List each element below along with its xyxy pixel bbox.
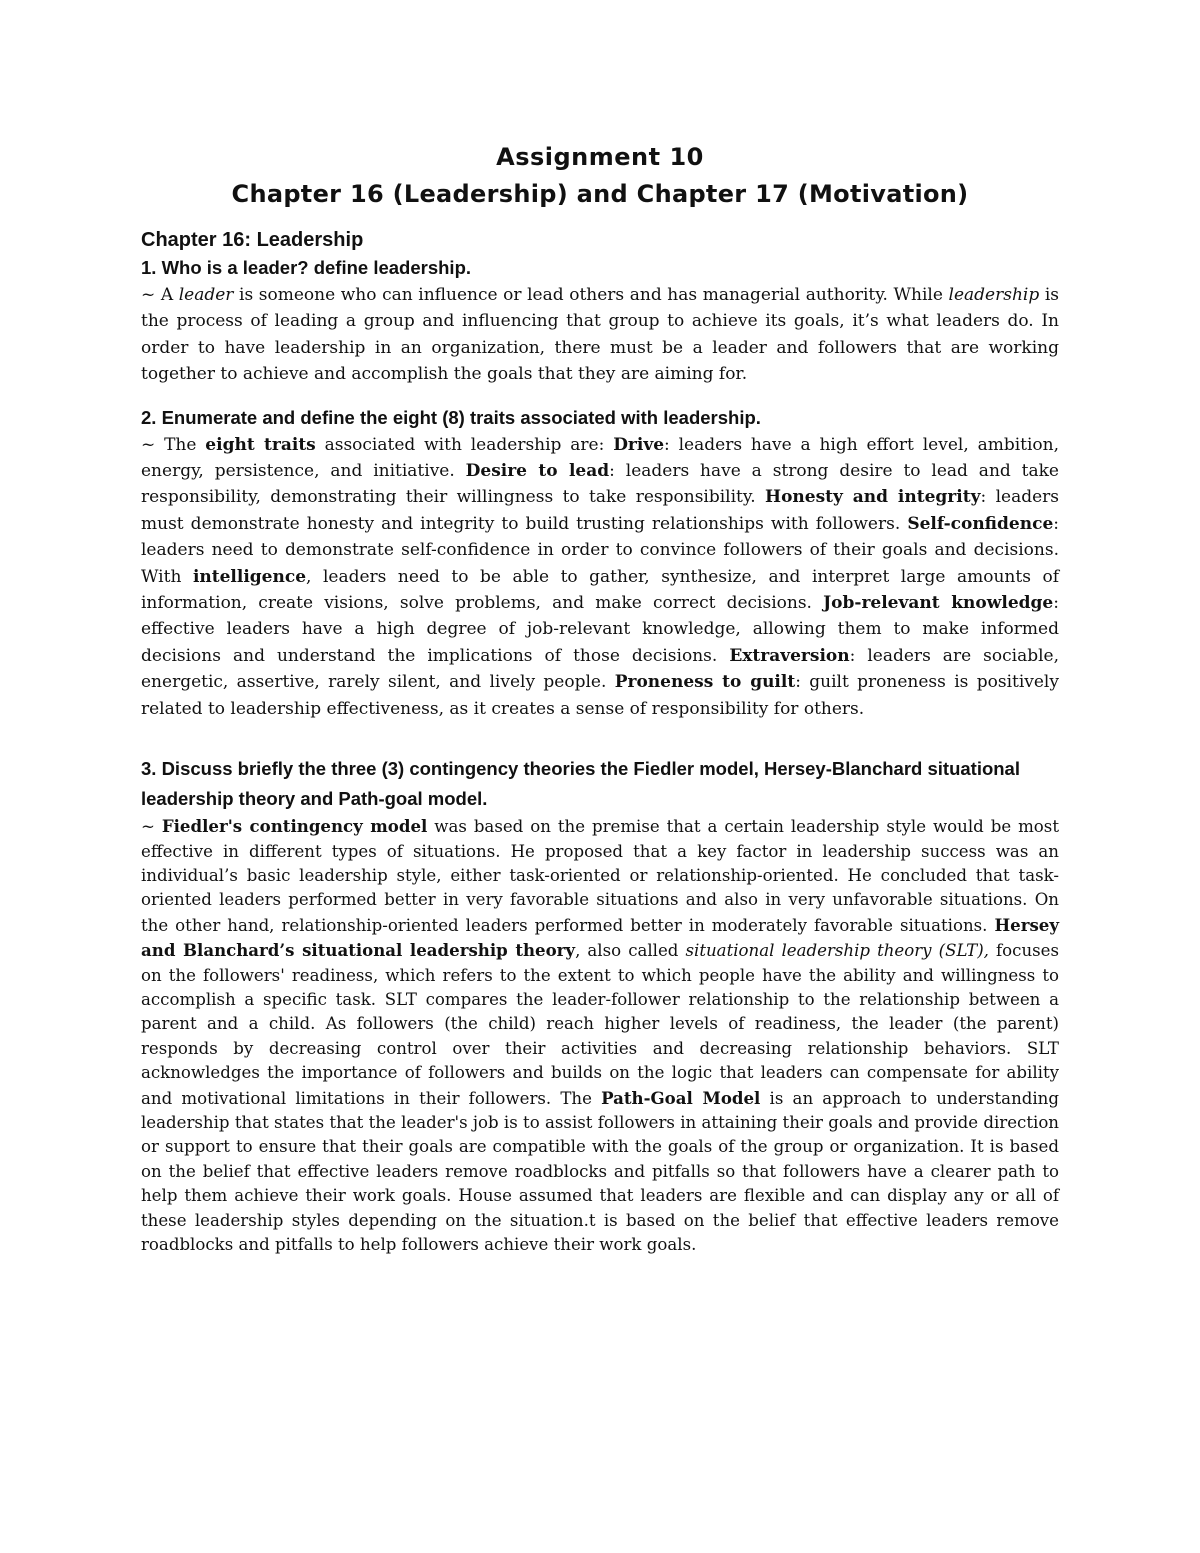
answer-2-term: Drive xyxy=(613,434,665,455)
answer-2-text: : leaders have a strong desire to lead and take responsibility, demonstrating their willingness to take responsibility. xyxy=(141,461,1059,508)
answer-3-text: ~ xyxy=(141,817,162,837)
answer-2-term: Desire to lead xyxy=(465,461,610,482)
question-1: 1. Who is a leader? define leadership. xyxy=(141,257,472,278)
answer-2-text: , leaders need to be able to gather, synthesize, and interpret large amounts of information, create visions, solve problems, and make correct decisions. xyxy=(141,566,1059,614)
answer-2-term: Extraversion xyxy=(729,645,850,666)
answer-2-term: eight traits xyxy=(205,434,316,455)
answer-1 xyxy=(141,282,1059,388)
answer-2-text: : leaders have a high effort level, ambition, energy, persistence, and initiative. xyxy=(141,434,1059,482)
answer-1-text: is someone who can influence or lead others and has managerial authority. While xyxy=(233,285,949,305)
answer-2-text: : leaders must demonstrate honesty and integrity to build trusting relationships with followers. xyxy=(141,487,1059,534)
answer-2-text: : leaders are sociable, energetic, assertive, rarely silent, and lively people. xyxy=(141,645,1059,693)
answer-3 xyxy=(141,814,1059,1257)
question-2: 2. Enumerate and define the eight (8) traits associated with leadership. xyxy=(141,406,761,428)
answer-2-term: Job-relevant knowledge xyxy=(823,593,1054,614)
answer-2-text: : guilt proneness is positively related to leadership effectiveness, as it creates a sense of responsibility for others. xyxy=(141,672,1059,719)
answer-3-text: is an approach to understanding leadership that states that the leader's job is to assist followers in attaining their goals and provide direction or support to ensure that their goals are compatible with the goals of the group or organization. It is based on the belief that effective leaders remove roadblocks and pitfalls so that followers have a clearer path to help them achieve their work goals. House assumed that leaders are flexible and can display any or all of these leadership styles depending on the situation.t is based on the belief that effective leaders remove roadblocks and pitfalls to help followers achieve their work goals. xyxy=(141,1088,1059,1254)
answer-2-term: intelligence xyxy=(192,566,307,587)
spacer xyxy=(141,388,1059,404)
question-3: 3. Discuss briefly the three (3) contingency theories the Fiedler model, Hersey-Blanchard situational leadership theory and Path-goal model. xyxy=(141,758,1020,810)
answer-2-term: Self-confidence xyxy=(907,513,1054,534)
answer-2-text: : effective leaders have a high degree of job-relevant knowledge, allowing them to make informed decisions and understand the implications of those decisions. xyxy=(141,593,1059,666)
answer-1-term-leadership: leadership xyxy=(948,285,1040,305)
answer-2-term: Proneness to guilt xyxy=(614,672,796,693)
chapter-heading: Chapter 16: Leadership xyxy=(141,229,364,251)
answer-2-text: ~ The xyxy=(141,434,206,455)
answer-3-text: focuses on the followers' readiness, which refers to the extent to which people have the ability and willingness to accomplish a specific task. SLT compares the leader-follower relationship to the relationship between a parent and a child. As followers (the child) reach higher levels of readiness, the leader (the parent) responds by decreasing control over their activities and decreasing relationship behaviors. SLT acknowledges the importance of followers and builds on the logic that leaders can compensate for ability and motivational limitations in their followers. The xyxy=(141,941,1059,1108)
answer-2-text: : leaders need to demonstrate self-confidence in order to convince followers of their goals and decisions. With xyxy=(141,513,1059,587)
answer-3-term: Path-Goal Model xyxy=(601,1087,761,1108)
answer-3-text: , also called xyxy=(575,941,686,961)
answer-3-term-italic: situational leadership theory (SLT), xyxy=(685,941,989,961)
answer-1-text: ~ A xyxy=(141,285,179,305)
document-page xyxy=(141,138,1059,1257)
subtitle-chapter-16: Chapter 16 xyxy=(231,180,384,208)
document-title: Assignment 10 xyxy=(496,143,704,171)
answer-3-text: was based on the premise that a certain leadership style would be most effective in different types of situations. He proposed that a key factor in leadership success was an individual’s basic leadership style, either task-oriented or relationship-oriented. He concluded that task-oriented leaders performed better in very favorable situations and also in very unfavorable situations. On the other hand, relationship-oriented leaders performed better in moderately favorable situations. xyxy=(141,817,1059,935)
document-subtitle xyxy=(141,176,1059,212)
answer-2 xyxy=(141,432,1059,722)
spacer xyxy=(141,722,1059,754)
answer-1-term-leader: leader xyxy=(178,285,234,305)
answer-3-term: Hersey and Blanchard’s situational leadership theory xyxy=(141,914,1059,961)
answer-2-text: associated with leadership are: xyxy=(315,434,614,455)
answer-2-term: Honesty and integrity xyxy=(765,487,981,508)
subtitle-chapter-17: Chapter 17 xyxy=(636,180,790,208)
subtitle-motivation: (Motivation) xyxy=(789,180,969,208)
answer-3-term: Fiedler's contingency model xyxy=(161,816,428,837)
subtitle-leadership: (Leadership) and xyxy=(383,180,637,208)
answer-1-text: is the process of leading a group and influencing that group to achieve its goals, it’s what leaders do. In order to have leadership in an organization, there must be a leader and followers that are working together to achieve and accomplish the goals that they are aiming for. xyxy=(141,285,1059,385)
